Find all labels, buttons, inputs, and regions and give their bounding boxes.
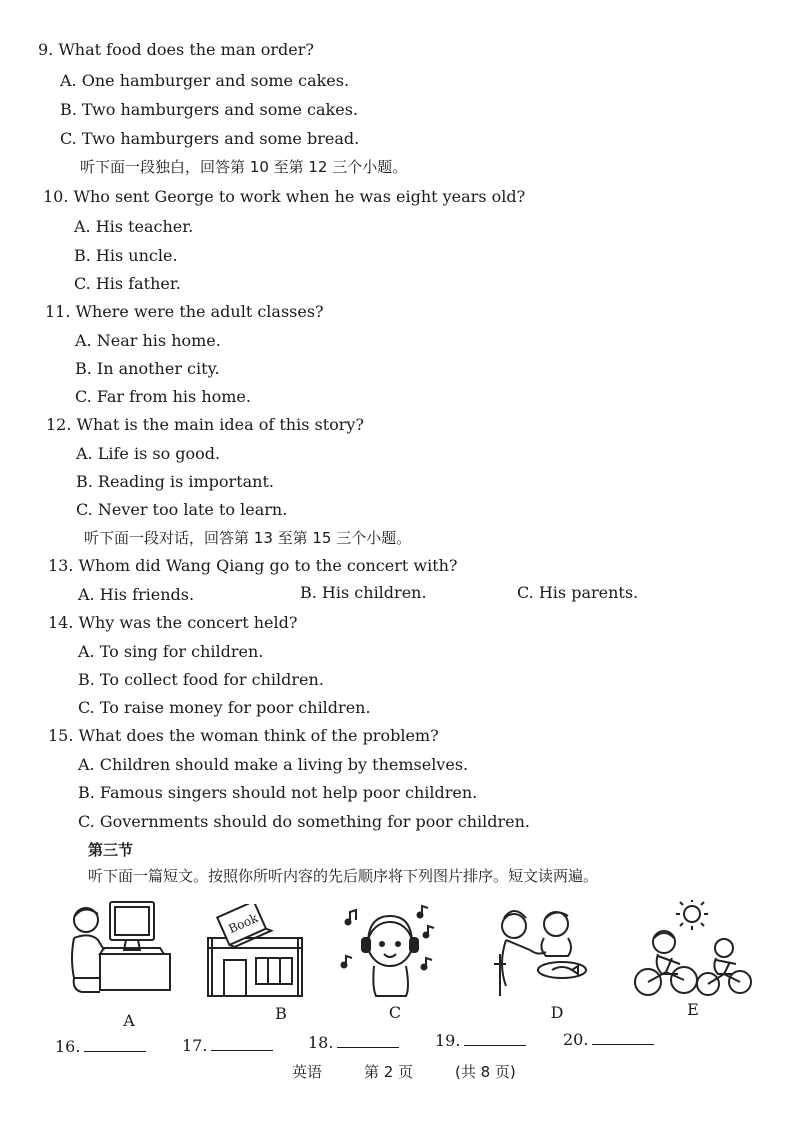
question-9-option-c: C. Two hamburgers and some bread. bbox=[60, 129, 360, 148]
question-13-option-b: B. His children. bbox=[300, 583, 427, 602]
question-15-option-a: A. Children should make a living by themselves. bbox=[78, 755, 469, 774]
question-9-option-b: B. Two hamburgers and some cakes. bbox=[60, 100, 359, 119]
dialogue-instruction: 听下面一段对话，回答第 13 至第 15 三个小题。 bbox=[84, 529, 412, 547]
picture-b-label: B bbox=[275, 1004, 287, 1023]
question-13-option-a: A. His friends. bbox=[78, 585, 195, 604]
question-13-stem: 13. Whom did Wang Qiang go to the concert with? bbox=[48, 556, 458, 575]
question-14-option-a: A. To sing for children. bbox=[78, 642, 264, 661]
question-14-option-c: C. To raise money for poor children. bbox=[78, 698, 371, 717]
picture-c-label: C bbox=[388, 1003, 402, 1022]
boy-at-computer-icon bbox=[60, 898, 180, 998]
answer-20-line[interactable] bbox=[592, 1030, 654, 1045]
question-10-option-a: A. His teacher. bbox=[74, 217, 194, 236]
question-14-option-b: B. To collect food for children. bbox=[78, 670, 324, 689]
question-9-stem: 9. What food does the man order? bbox=[38, 40, 314, 59]
answer-blank-18[interactable] bbox=[308, 1033, 399, 1052]
answer-blank-16[interactable] bbox=[55, 1037, 146, 1056]
answer-blank-17[interactable] bbox=[182, 1036, 273, 1055]
footer-page: 第 2 页 bbox=[364, 1063, 414, 1081]
picture-d-label: D bbox=[550, 1003, 564, 1022]
book-cover-text: Book bbox=[226, 910, 260, 937]
question-12-option-a: A. Life is so good. bbox=[76, 444, 221, 463]
answer-18-line[interactable] bbox=[337, 1033, 399, 1048]
question-10-option-b: B. His uncle. bbox=[74, 246, 178, 265]
footer-total: (共 8 页) bbox=[455, 1063, 516, 1081]
question-11-option-b: B. In another city. bbox=[75, 359, 220, 378]
answer-19-line[interactable] bbox=[464, 1031, 526, 1046]
question-15-stem: 15. What does the woman think of the problem? bbox=[48, 726, 439, 745]
footer-subject: 英语 bbox=[292, 1063, 323, 1081]
kids-cycling-icon bbox=[632, 900, 754, 1000]
answer-18-number: 18. bbox=[308, 1033, 334, 1052]
question-14-stem: 14. Why was the concert held? bbox=[48, 613, 298, 632]
question-13-option-c: C. His parents. bbox=[517, 583, 639, 602]
book-on-shop-icon bbox=[202, 904, 308, 1000]
question-12-option-c: C. Never too late to learn. bbox=[76, 500, 288, 519]
picture-a-label: A bbox=[123, 1011, 135, 1030]
question-9-option-a: A. One hamburger and some cakes. bbox=[60, 71, 350, 90]
section-3-title: 第三节 bbox=[88, 841, 134, 859]
answer-19-number: 19. bbox=[435, 1031, 461, 1050]
question-11-stem: 11. Where were the adult classes? bbox=[45, 302, 324, 321]
question-10-stem: 10. Who sent George to work when he was eight years old? bbox=[43, 187, 526, 206]
question-15-option-c: C. Governments should do something for poor children. bbox=[78, 812, 530, 831]
question-10-option-c: C. His father. bbox=[74, 274, 181, 293]
monologue-instruction: 听下面一段独白，回答第 10 至第 12 三个小题。 bbox=[80, 158, 408, 176]
girl-with-headphones-icon bbox=[336, 904, 442, 1000]
question-11-option-a: A. Near his home. bbox=[75, 331, 221, 350]
picture-e-label: E bbox=[687, 1000, 699, 1019]
answer-blank-19[interactable] bbox=[435, 1031, 526, 1050]
answer-16-line[interactable] bbox=[84, 1037, 146, 1052]
answer-17-number: 17. bbox=[182, 1036, 208, 1055]
answer-17-line[interactable] bbox=[211, 1036, 273, 1051]
question-11-option-c: C. Far from his home. bbox=[75, 387, 251, 406]
answer-blank-20[interactable] bbox=[563, 1030, 654, 1049]
question-15-option-b: B. Famous singers should not help poor children. bbox=[78, 783, 478, 802]
answer-20-number: 20. bbox=[563, 1030, 589, 1049]
family-dinner-icon bbox=[490, 904, 590, 1000]
question-12-option-b: B. Reading is important. bbox=[76, 472, 274, 491]
section-3-instruction: 听下面一篇短文。按照你所听内容的先后顺序将下列图片排序。短文读两遍。 bbox=[88, 867, 599, 885]
question-12-stem: 12. What is the main idea of this story? bbox=[46, 415, 365, 434]
answer-16-number: 16. bbox=[55, 1037, 81, 1056]
